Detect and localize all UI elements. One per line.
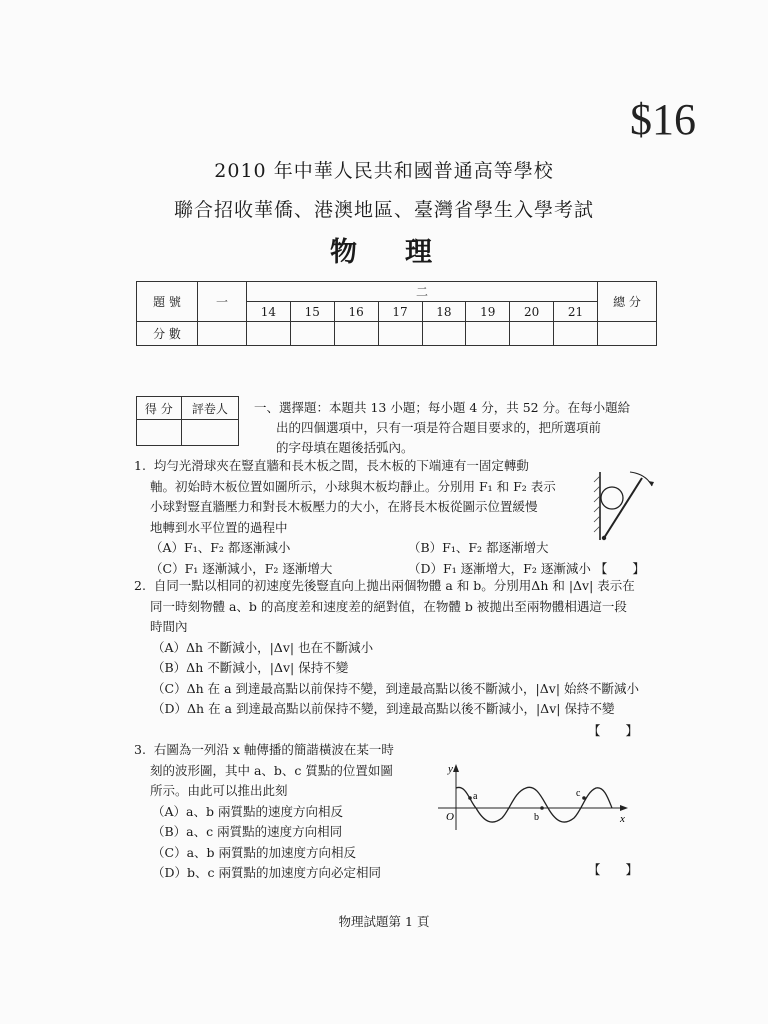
price-label: $16: [630, 95, 696, 144]
option-a[interactable]: （A）a、b 兩質點的速度方向相反: [152, 803, 343, 819]
answer-bracket[interactable]: 【 】: [588, 723, 639, 738]
question-text: 時間內: [150, 619, 188, 634]
question-text: 自同一點以相同的初速度先後豎直向上拋出兩個物體 a 和 b。分別用Δh 和 |Δv| 表示在: [153, 578, 635, 593]
exam-title-line1: 2010 年中華人民共和國普通高等學校: [214, 160, 554, 182]
col-part-two: 二: [247, 282, 598, 302]
x-axis-arrow: [620, 805, 628, 811]
exam-title-line2: 聯合招收華僑、港澳地區、臺灣省學生入學考試: [173, 199, 594, 221]
grader-name-cell[interactable]: [181, 420, 238, 446]
option-a[interactable]: （A）F₁、F₂ 都逐漸減小: [150, 540, 291, 555]
score-cell[interactable]: [554, 322, 598, 346]
point-a: [468, 796, 472, 800]
question-number: 3.: [134, 742, 146, 757]
section-line: 的字母填在題後括弧內。: [276, 440, 414, 455]
answer-bracket[interactable]: 【 】: [588, 862, 639, 877]
col-18: 18: [422, 302, 466, 322]
option-b[interactable]: （B）F₁、F₂ 都逐漸增大: [408, 540, 549, 555]
grader-score-cell[interactable]: [137, 420, 182, 446]
question-3: [134, 740, 444, 884]
option-c[interactable]: （C）Δh 在 a 到達最高點以前保持不變，到達最高點以後不斷減小，|Δv| 始終不斷減小: [152, 680, 640, 696]
label-y: y: [448, 763, 453, 775]
option-b[interactable]: （B）Δh 不斷減小，|Δv| 保持不變: [152, 660, 349, 675]
question-1: [134, 456, 604, 538]
question-number: 1.: [134, 458, 146, 473]
grader-table: [136, 396, 239, 446]
y-axis-arrow: [453, 764, 459, 772]
col-total: 總 分: [598, 282, 657, 322]
grader-name-label: 評卷人: [181, 397, 238, 420]
label-c: c: [576, 788, 581, 799]
label-a: a: [473, 791, 478, 802]
score-cell[interactable]: [422, 322, 466, 346]
question-text: 同一時刻物體 a、b 的高度差和速度差的絕對值，在物體 b 被拋出至兩物體相遇這一段: [150, 598, 627, 614]
section-instructions: [254, 398, 654, 458]
col-20: 20: [510, 302, 554, 322]
question-text: 均勻光滑球夾在豎直牆和長木板之間，長木板的下端連有一固定轉動: [153, 458, 529, 473]
point-b: [540, 806, 544, 810]
col-15: 15: [290, 302, 334, 322]
score-cell[interactable]: [198, 322, 247, 346]
question-text: 小球對豎直牆壓力和對長木板壓力的大小，在將長木板從圖示位置緩慢: [150, 499, 538, 514]
section-line: 出的四個選項中，只有一項是符合題目要求的，把所選項前: [276, 420, 602, 435]
col-19: 19: [466, 302, 510, 322]
score-cell[interactable]: [247, 322, 291, 346]
answer-bracket[interactable]: 【 】: [594, 560, 645, 576]
option-b[interactable]: （B）a、c 兩質點的速度方向相同: [152, 824, 343, 839]
col-17: 17: [378, 302, 422, 322]
section-line: 一、選擇題：本題共 13 小題；每小題 4 分，共 52 分。在每小題給: [254, 400, 631, 415]
score-table: [136, 281, 657, 346]
option-d[interactable]: （D）F₁ 逐漸增大，F₂ 逐漸減小: [408, 560, 591, 576]
score-cell[interactable]: [378, 322, 422, 346]
option-c[interactable]: （C）F₁ 逐漸減小，F₂ 逐漸增大: [150, 560, 333, 576]
label-question-number: 題 號: [137, 282, 198, 322]
option-d[interactable]: （D）b、c 兩質點的加速度方向必定相同: [152, 865, 381, 880]
page-footer: 物理試題第 1 頁: [338, 914, 430, 929]
col-21: 21: [554, 302, 598, 322]
wall-hatching: [594, 476, 600, 532]
label-origin: O: [446, 811, 454, 823]
col-part-one: 一: [198, 282, 247, 322]
ball-circle: [601, 487, 623, 509]
col-16: 16: [334, 302, 378, 322]
grader-score-label: 得 分: [137, 397, 182, 420]
score-cell[interactable]: [466, 322, 510, 346]
question-text: 軸。初始時木板位置如圖所示，小球與木板均靜止。分別用 F₁ 和 F₂ 表示: [150, 478, 556, 494]
option-c[interactable]: （C）a、b 兩質點的加速度方向相反: [152, 844, 356, 860]
question-2: [134, 576, 664, 720]
subject-title: 物理: [330, 237, 480, 268]
col-14: 14: [247, 302, 291, 322]
label-b: b: [534, 812, 539, 823]
score-cell[interactable]: [290, 322, 334, 346]
point-c: [582, 796, 586, 800]
score-cell[interactable]: [510, 322, 554, 346]
option-a[interactable]: （A）Δh 不斷減小，|Δv| 也在不斷減小: [152, 639, 374, 655]
label-x: x: [620, 813, 625, 825]
question-text: 右圖為一列沿 x 軸傳播的簡諧橫波在某一時: [153, 742, 394, 757]
question-number: 2.: [134, 578, 146, 593]
wall-ball-board-diagram: [590, 466, 660, 546]
question-text: 所示。由此可以推出此刻: [150, 783, 288, 798]
question-text: 刻的波形圖，其中 a、b、c 質點的位置如圖: [150, 762, 393, 778]
pivot-point: [602, 536, 606, 540]
score-cell[interactable]: [334, 322, 378, 346]
option-d[interactable]: （D）Δh 在 a 到達最高點以前保持不變，到達最高點以後不斷減小，|Δv| 保持不變: [152, 701, 615, 716]
arrow-head: [648, 481, 654, 486]
question-text: 地轉到水平位置的過程中: [150, 519, 288, 535]
question-1-options: [150, 538, 660, 579]
score-cell[interactable]: [598, 322, 657, 346]
label-score: 分 數: [137, 322, 198, 346]
wave-diagram: [436, 762, 632, 832]
